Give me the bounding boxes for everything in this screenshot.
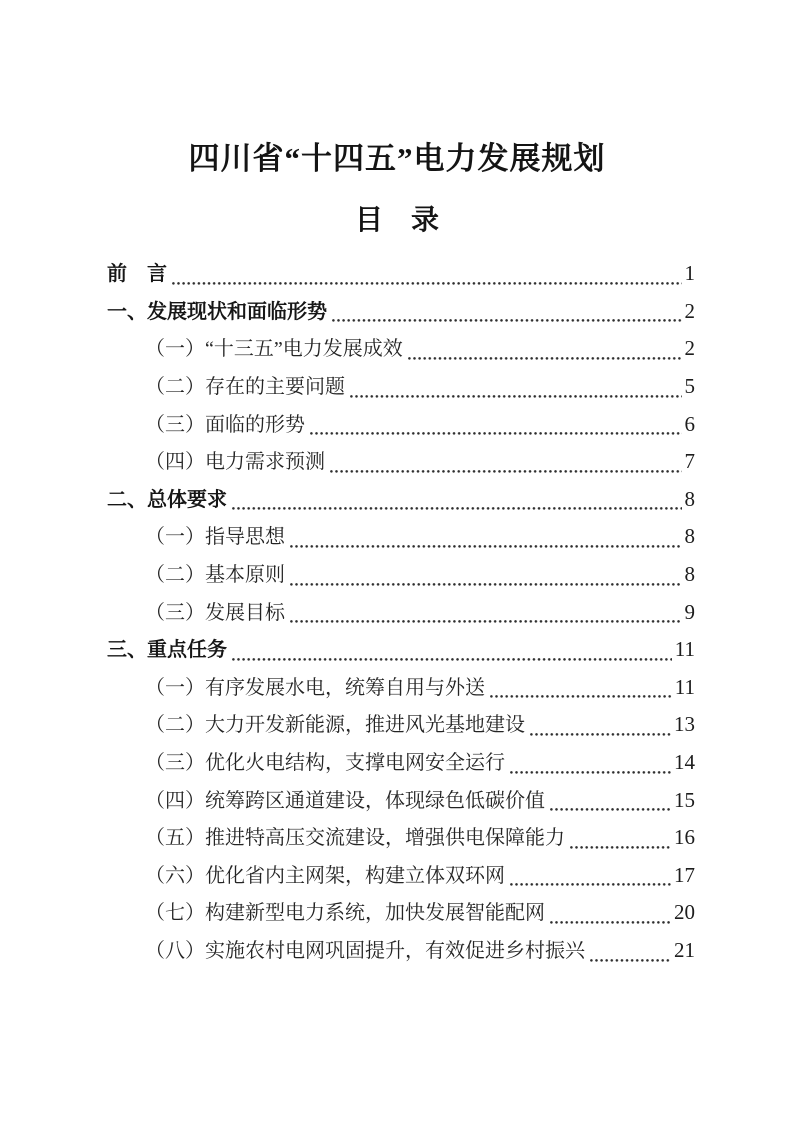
toc-leader-dots — [285, 558, 685, 596]
toc-entry — [107, 520, 695, 558]
toc-entry — [107, 483, 695, 521]
toc-entry-label: 前 言 — [107, 263, 167, 286]
toc-entry-page: 8 — [684, 561, 695, 586]
toc-entry-page: 7 — [684, 449, 695, 474]
toc-leader-dots — [565, 821, 674, 859]
toc-entry — [107, 295, 695, 333]
toc-entry-page: 1 — [684, 261, 695, 286]
toc-entry-page: 11 — [674, 637, 695, 662]
toc-entry-page: 20 — [674, 900, 695, 925]
toc-leader-dots — [545, 784, 674, 822]
toc-entry-page: 15 — [674, 787, 695, 812]
toc-entry — [107, 558, 695, 596]
toc-entry-label: 二、总体要求 — [107, 488, 227, 511]
toc-leader-dots — [485, 671, 675, 709]
toc-entry-page: 2 — [684, 298, 695, 323]
toc-entry — [107, 784, 695, 822]
toc-entry-label: （一）指导思想 — [145, 526, 285, 549]
toc-entry-page: 5 — [684, 374, 695, 399]
toc-entry-page: 13 — [674, 712, 695, 737]
toc-entry-page: 2 — [684, 336, 695, 361]
toc-leader-dots — [525, 708, 674, 746]
toc-entry-label: （一）有序发展水电，统筹自用与外送 — [145, 676, 485, 699]
toc-entry — [107, 671, 695, 709]
toc-leader-dots — [227, 483, 685, 521]
toc-entry — [107, 859, 695, 897]
toc-entry — [107, 332, 695, 370]
toc-leader-dots — [345, 370, 685, 408]
toc-entry — [107, 445, 695, 483]
toc-entry-label: （七）构建新型电力系统，加快发展智能配网 — [145, 902, 545, 925]
toc-entry-label: （二）大力开发新能源，推进风光基地建设 — [145, 714, 525, 737]
toc-leader-dots — [305, 408, 685, 446]
toc-entry-label: （四）统筹跨区通道建设，体现绿色低碳价值 — [145, 789, 545, 812]
toc-entry-label: （五）推进特高压交流建设，增强供电保障能力 — [145, 827, 565, 850]
toc-leader-dots — [505, 859, 674, 897]
toc-entry-page: 11 — [674, 674, 695, 699]
toc-entry-label: （四）电力需求预测 — [145, 451, 325, 474]
toc-entry — [107, 896, 695, 934]
toc-entry — [107, 934, 695, 972]
toc-entry-label: （二）基本原则 — [145, 563, 285, 586]
toc-leader-dots — [403, 332, 685, 370]
toc-entry-label: （三）面临的形势 — [145, 413, 305, 436]
document-title: 四川省“十四五”电力发展规划 — [188, 141, 606, 176]
toc-entry-page: 8 — [684, 524, 695, 549]
toc-leader-dots — [585, 934, 674, 972]
toc-leader-dots — [327, 295, 685, 333]
toc-entry-label: （三）发展目标 — [145, 601, 285, 624]
toc-entry — [107, 596, 695, 634]
toc-entry — [107, 708, 695, 746]
toc-entry — [107, 257, 695, 295]
toc-leader-dots — [325, 445, 685, 483]
toc-entry — [107, 633, 695, 671]
toc-entry-page: 14 — [674, 749, 695, 774]
toc-entry-label: （八）实施农村电网巩固提升，有效促进乡村振兴 — [145, 939, 585, 962]
toc-entry-label: 三、重点任务 — [107, 639, 227, 662]
toc-entry-label: （三）优化火电结构，支撑电网安全运行 — [145, 751, 505, 774]
toc-leader-dots — [505, 746, 674, 784]
toc-heading: 目 录 — [354, 204, 439, 236]
toc-entry-page: 6 — [684, 411, 695, 436]
toc-entry-label: （六）优化省内主网架，构建立体双环网 — [145, 864, 505, 887]
toc-leader-dots — [285, 520, 685, 558]
toc-entry-page: 8 — [684, 486, 695, 511]
toc-entry-label: 一、发展现状和面临形势 — [107, 300, 327, 323]
toc-leader-dots — [167, 257, 685, 295]
toc-entry-page: 16 — [674, 825, 695, 850]
toc-entry-label: （一）“十三五”电力发展成效 — [145, 338, 403, 361]
toc-entry — [107, 408, 695, 446]
toc-leader-dots — [545, 896, 674, 934]
toc-list — [0, 257, 794, 971]
toc-entry — [107, 746, 695, 784]
toc-entry — [107, 370, 695, 408]
toc-entry-page: 21 — [674, 937, 695, 962]
toc-entry-page: 9 — [684, 599, 695, 624]
toc-leader-dots — [285, 596, 685, 634]
toc-entry-label: （二）存在的主要问题 — [145, 376, 345, 399]
toc-leader-dots — [227, 633, 675, 671]
toc-entry — [107, 821, 695, 859]
toc-entry-page: 17 — [674, 862, 695, 887]
